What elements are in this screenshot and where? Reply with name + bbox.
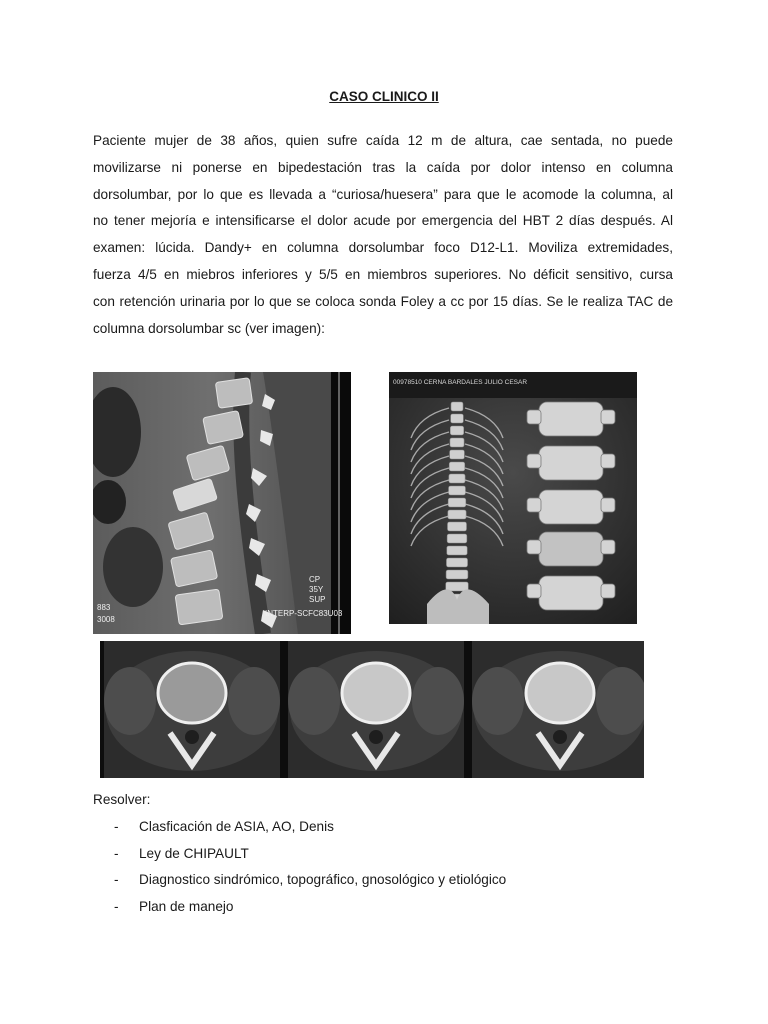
bullet-dash: - xyxy=(114,898,119,914)
paragraph-line: columna dorsolumbar sc (ver imagen): xyxy=(93,320,325,336)
paragraph-line: movilizarse ni ponerse en bipedestación tras la caída por dolor intenso en columna xyxy=(93,159,673,175)
task-text: Ley de CHIPAULT xyxy=(139,845,249,861)
task-text: Clasficación de ASIA, AO, Denis xyxy=(139,819,334,834)
axial-ct-images xyxy=(100,641,644,778)
sagittal-ct-image xyxy=(93,372,351,634)
axial-slice xyxy=(472,641,644,778)
paragraph-line: examen: lúcida. Dandy+ en columna dorsolumbar foco D12-L1. Moviliza extremidades, xyxy=(93,240,673,256)
task-item xyxy=(114,871,506,898)
axial-slice xyxy=(104,641,280,778)
paragraph-line: no tener mejoría e intensificarse el dolor acude por emergencia del HBT 2 días después. Al xyxy=(93,213,673,229)
task-item xyxy=(114,818,506,845)
paragraph-line: dorsolumbar, por lo que es llevada a “curiosa/huesera” para que le acomode la columna, al xyxy=(93,186,673,202)
image-header-text: 00978510 CERNA BARDALES JULIO CESAR xyxy=(393,379,528,386)
bullet-dash: - xyxy=(114,819,119,834)
bullet-dash: - xyxy=(114,845,119,861)
paragraph-line: con retención urinaria por lo que se coloca sonda Foley a cc por 15 días. Se le realiza TAC de xyxy=(93,293,673,309)
overlay-text: CP xyxy=(309,575,321,584)
task-text: Plan de manejo xyxy=(139,898,234,914)
case-paragraph xyxy=(93,128,673,342)
overlay-text: 883 xyxy=(97,603,111,612)
bullet-dash: - xyxy=(114,872,119,887)
resolver-label: Resolver: xyxy=(93,792,151,807)
overlay-text: 35Y xyxy=(309,585,324,594)
task-text: Diagnostico sindrómico, topográfico, gnosológico y etiológico xyxy=(139,872,507,887)
paragraph-line: fuerza 4/5 en miebros inferiores y 5/5 en miembros superiores. No déficit sensitivo, cursa xyxy=(93,266,673,282)
axial-slice xyxy=(288,641,464,778)
task-item xyxy=(114,845,506,872)
overlay-text: SUP xyxy=(309,595,326,604)
overlay-text: INTERP-SCFC83U03 xyxy=(265,609,343,618)
document-title: CASO CLINICO II xyxy=(329,89,439,104)
3d-reconstruction-image xyxy=(389,372,637,624)
task-list xyxy=(114,818,506,924)
overlay-text: 3008 xyxy=(97,615,115,624)
task-item xyxy=(114,898,506,925)
paragraph-line: Paciente mujer de 38 años, quien sufre caída 12 m de altura, cae sentada, no puede xyxy=(93,133,673,148)
